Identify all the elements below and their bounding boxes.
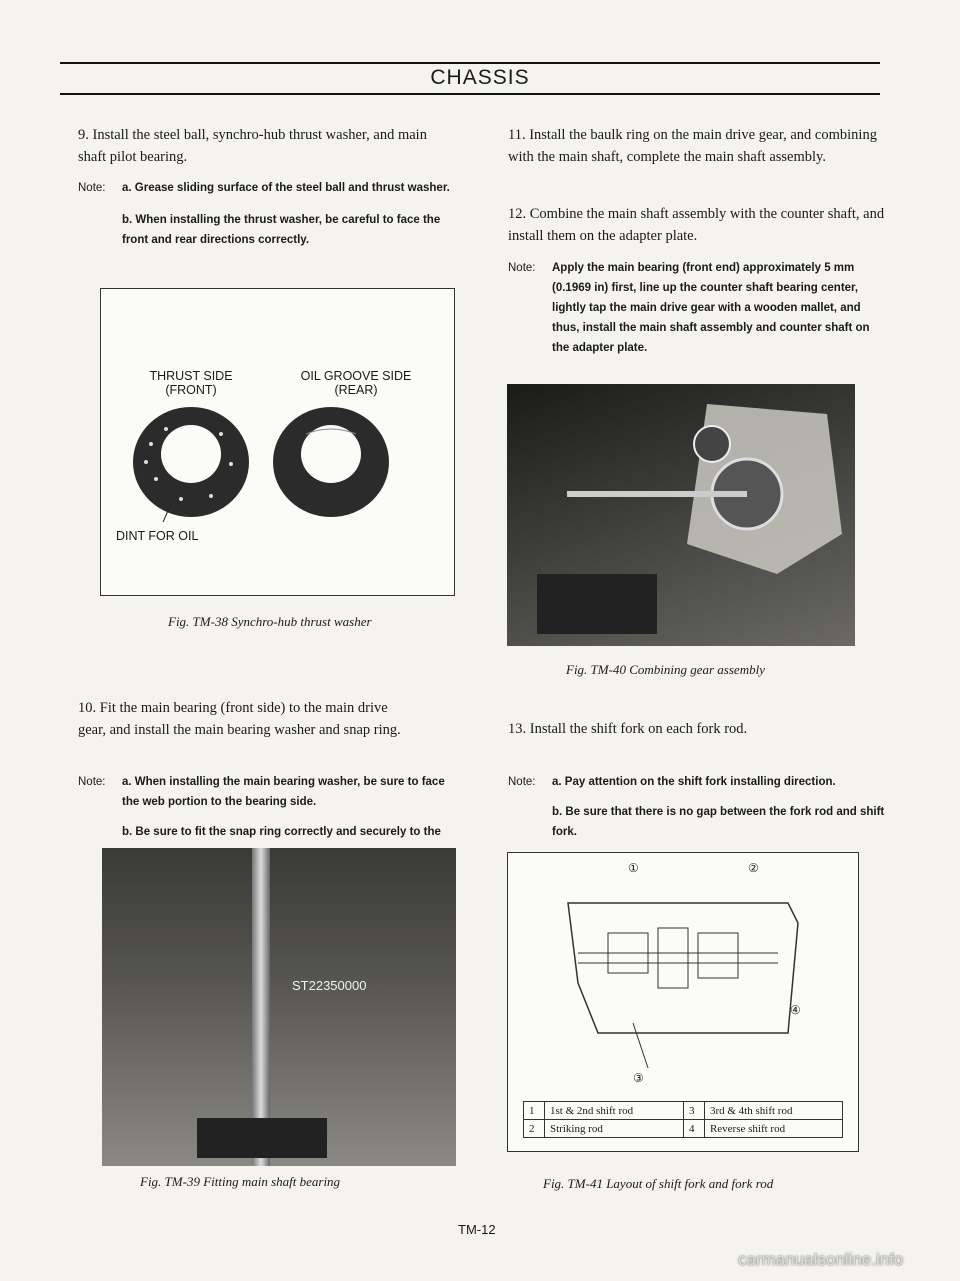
legend-row	[524, 1120, 843, 1138]
watermark: carmanualsonline.info	[738, 1250, 904, 1269]
label-dint-for-oil: DINT FOR OIL	[116, 529, 199, 543]
figure-tm39-photo	[102, 848, 456, 1166]
caption-tm38: Fig. TM-38 Synchro-hub thrust washer	[168, 614, 372, 629]
step-10-line2: gear, and install the main bearing washer and snap ring.	[78, 722, 401, 738]
legend-text: 3rd & 4th shift rod	[704, 1102, 842, 1120]
note-3-label: Note:	[508, 262, 536, 274]
note-4	[508, 772, 888, 842]
legend-num: 3	[683, 1102, 704, 1120]
figure-tm41	[507, 852, 859, 1152]
note-3	[508, 258, 888, 358]
shift-fork-diagram	[538, 863, 828, 1073]
label-thrust-side-line2: (FRONT)	[165, 383, 217, 397]
note-1-label: Note:	[78, 182, 106, 194]
step-10-line1: 10. Fit the main bearing (front side) to the main drive	[78, 700, 388, 716]
note-2-label: Note:	[78, 776, 106, 788]
caption-tm39: Fig. TM-39 Fitting main shaft bearing	[140, 1174, 341, 1189]
tool-base	[197, 1118, 327, 1158]
legend-num: 1	[524, 1102, 545, 1120]
note-3-text: Apply the main bearing (front end) approximately 5 mm (0.1969 in) first, line up the counter shaft bearing center, lightly tap the main drive gear with a wooden mallet, and thus, install the main shaft assembly and counter shaft on the adapter plate.	[552, 262, 870, 354]
legend-text: Reverse shift rod	[704, 1120, 842, 1138]
tool-label: ST22350000	[292, 978, 367, 993]
callout-1: ①	[628, 861, 639, 875]
label-oil-groove-line2: (REAR)	[334, 383, 378, 397]
note-2-b: b. Be sure to fit the snap ring correctly and securely to the	[122, 826, 441, 838]
callout-2: ②	[748, 861, 759, 875]
note-1-b: b. When installing the thrust washer, be careful to face the front and rear directions correctly.	[122, 214, 441, 246]
figure-tm38	[100, 288, 455, 596]
caption-tm41: Fig. TM-41 Layout of shift fork and fork rod	[543, 1176, 774, 1191]
note-4-label: Note:	[508, 776, 536, 788]
label-thrust-side	[121, 369, 261, 397]
legend-text: Striking rod	[545, 1120, 684, 1138]
step-13: 13. Install the shift fork on each fork rod.	[508, 721, 748, 737]
legend-text: 1st & 2nd shift rod	[545, 1102, 684, 1120]
label-oil-groove-line1: OIL GROOVE SIDE	[300, 369, 412, 383]
legend-num: 2	[524, 1120, 545, 1138]
label-oil-groove-side	[276, 369, 436, 397]
callout-4: ④	[790, 1003, 801, 1017]
thrust-washer-illustration	[111, 404, 441, 524]
note-4-b: b. Be sure that there is no gap between the fork rod and shift fork.	[552, 806, 885, 838]
note-1-a: a. Grease sliding surface of the steel ball and thrust washer.	[122, 182, 450, 194]
step-9: 9. Install the steel ball, synchro-hub thrust washer, and main shaft pilot bearing.	[78, 127, 427, 165]
note-1	[78, 178, 458, 250]
gear-assembly-illustration	[507, 384, 855, 646]
legend-table	[523, 1101, 843, 1138]
header-rule-bottom	[60, 93, 880, 95]
figure-tm40-photo	[507, 384, 855, 646]
callout-3: ③	[633, 1071, 644, 1085]
page-title: CHASSIS	[430, 66, 530, 89]
step-12: 12. Combine the main shaft assembly with the counter shaft, and install them on the adapter plate.	[508, 206, 885, 244]
caption-tm40: Fig. TM-40 Combining gear assembly	[566, 662, 765, 677]
note-2-a: a. When installing the main bearing washer, be sure to face the web portion to the bearing side.	[122, 776, 445, 808]
note-4-a: a. Pay attention on the shift fork installing direction.	[552, 776, 836, 788]
header-rule-top	[60, 62, 880, 64]
legend-row	[524, 1102, 843, 1120]
step-11: 11. Install the baulk ring on the main drive gear, and combining with the main shaft, complete the main shaft assembly.	[508, 127, 877, 165]
legend-num: 4	[683, 1120, 704, 1138]
thrust-washer-front	[133, 407, 249, 522]
thrust-washer-rear	[273, 407, 389, 517]
label-thrust-side-line1: THRUST SIDE	[149, 369, 233, 383]
page-number: TM-12	[458, 1222, 496, 1237]
